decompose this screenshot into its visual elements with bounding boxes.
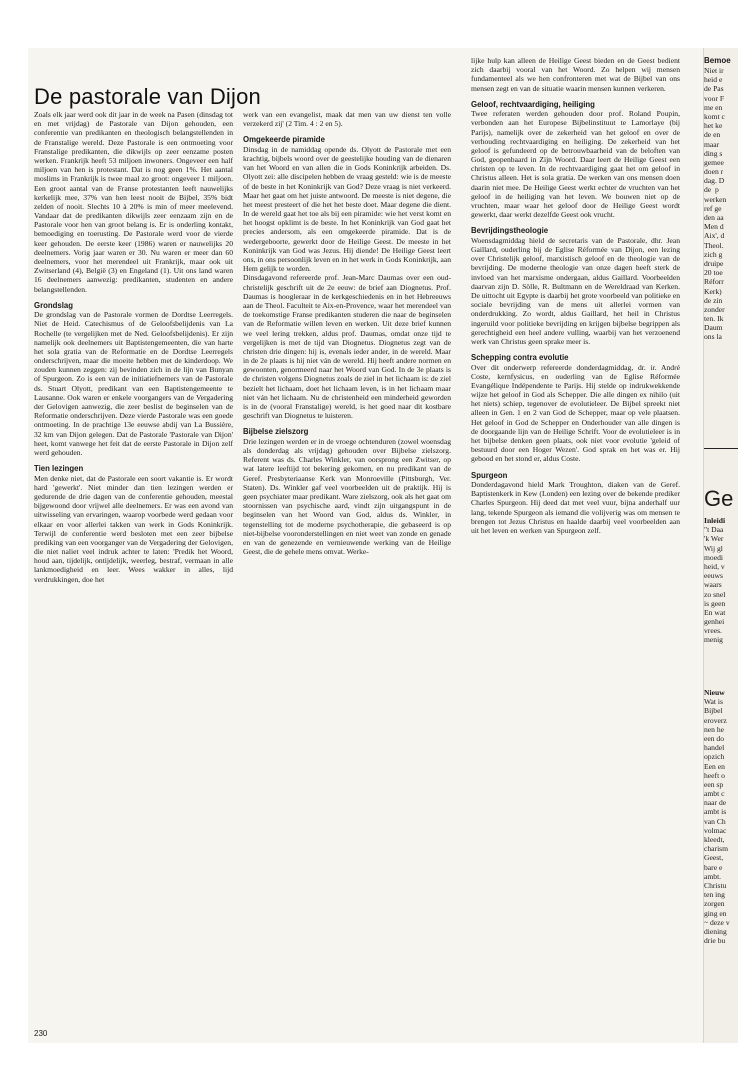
fragment-line: zo snel — [704, 589, 726, 599]
fragment-line: Theol. — [704, 240, 724, 250]
fragment-line: heid e — [704, 75, 723, 85]
fragment-line: ging en — [704, 908, 727, 918]
fragment-line: Wij gl — [704, 543, 723, 553]
article-column-2 — [243, 110, 451, 1016]
fragment-line: bare e — [704, 862, 723, 872]
fragment-line: Christu — [704, 880, 727, 890]
page-number: 230 — [34, 1029, 48, 1038]
fragment-line: de zin — [704, 295, 723, 305]
fragment-line: van Ch — [704, 816, 726, 826]
fragment-line: me en — [704, 102, 723, 112]
fragment-line: moedi — [704, 552, 723, 562]
fragment-line: kleedt, — [704, 835, 725, 844]
paragraph: Drie lezingen werden er in de vroege ochtenduren (zowel woensdag als donderdag als vrijdag) gehouden over Bijbelse zielszorg. Referent was ds. Charles Winkler, van oorsprong een Zwitser, op wat latere leeftijd tot bekering gekomen, en nu predikant van de Geref. Presbyteriaanse Kerk van Monroeville (Pittsburgh, Ver. Staten). Ds. Winkler gaf veel voorbeelden uit de praktijk. Hij is geen psychiater maar predikant. Ware zielszorg, ook als het gaat om stoornissen van psychische aard, vindt zijn uitgangspunt in de beginselen van het Woord van God, aldus ds. Winkler, in tegenstelling tot de moderne psychotherapie, die gebaseerd is op niet-bijbelse vooronderstellingen en niet weet van zonde en genade en van de genezende en vernieuwende werking van de Heilige Geest, die de gehele mens omvat. Werke- — [243, 436, 451, 557]
next-page-title: Ge — [704, 486, 734, 511]
fragment-line: een do — [704, 733, 725, 743]
fragment-line: den aa — [704, 213, 724, 222]
fragment-line: En wat — [704, 607, 726, 617]
section-heading: Bevrijdingstheologie — [471, 226, 549, 236]
fragment-line: ambt is — [704, 807, 727, 817]
fragment-line: Een en — [704, 761, 725, 771]
fragment-line: naar de — [704, 798, 727, 808]
paragraph: Twee referaten werden gehouden door prof. Roland Poupin, verbonden aan het Europese Bijbelinstituut te Lamorlaye (bij Parijs), namelijk over de zekerheid van het geloof en over de verhouding rechtvaardiging en heiliging. De zekerheid van het geloof is gefundeerd op de betrouwbaarheid van de beloften van God, geopenbaard in Zijn Woord. Daar leert de Heilige Geest een christen op te leven. In de rechtvaardiging gaat het om geloof in Christus alleen. Het is sola gratia. De werken van ons mensen doen daarin niet mee. De Heilige Geest werkt echter de vruchten van het geloof in de heiliging van het leven. We bouwen niet op de vruchten, maar waar het geloof door de Heilige Geest wordt gewerkt, daar werkt dezelfde Geest ook vrucht. — [471, 109, 680, 220]
fragment-line: nen he — [704, 724, 725, 734]
fragment-line: Kerk) — [704, 286, 722, 296]
fragment-line: waars — [704, 580, 722, 590]
fragment-line: handel — [704, 743, 725, 753]
next-page-text-top — [704, 66, 726, 342]
fragment-line: Réforr — [704, 277, 724, 287]
fragment-line: Men d — [704, 222, 724, 232]
fragment-line: druipe — [704, 258, 724, 268]
paragraph: werk van een evangelist, maak dat men van uw dienst ten volle verzekerd zij' (2 Tim. 4 : 2 en 5). — [243, 110, 451, 129]
fragment-line: 'k Wer — [704, 534, 724, 544]
fragment-line: heid, v — [704, 561, 725, 571]
section-heading: Tien lezingen — [34, 464, 84, 474]
article-column-1 — [34, 110, 233, 1016]
fragment-line: zich g — [704, 249, 723, 259]
section-heading: Geloof, rechtvaardiging, heiliging — [471, 99, 595, 109]
fragment-line: Inleidi — [704, 516, 726, 525]
fragment-line: ambt c — [704, 789, 725, 799]
fragment-line: ambt. — [704, 871, 722, 881]
paragraph: lijke hulp kan alleen de Heilige Geest bieden en de Geest bedient zich daarbij vooral van het Woord. Zo helpen wij mensen fundamenteel als we hen confronteren met wat de Bijbel van ons mensen zegt en van de situatie waarin mensen kunnen verkeren. — [471, 56, 680, 93]
fragment-line: Niet ir — [704, 66, 724, 75]
fragment-line: heeft o — [704, 770, 725, 780]
paragraph: Men denke niet, dat de Pastorale een soort vakantie is. Er wordt hard 'gewerkt'. Niet minder dan tien lezingen werden er gedurende de drie dagen van de conferentie gehouden, meestal bijgewoond door vrijwel alle deelnemers. Er was een avond van uitwisseling van ervaringen, waarop voorbede werd gedaan voor elkaar en voor allerlei takken van werk in Gods Koninkrijk. Terwijl de conferentie werd besloten met een zeer bijbelse prediking van een voorganger van de Vergadering der Gelovigen, die niet naliet veel indruk achter te laten: 'Predik het Woord, houd aan, tijdelijk, ontijdelijk, weerleg, bestraf, vermaan in alle lankmoedigheid en leer. Wees wakker in alles, lijd verdrukkingen, doe het — [34, 473, 233, 584]
section-heading: Bijbelse zielszorg — [243, 427, 309, 437]
next-page-heading: Bemoe — [704, 56, 731, 65]
paragraph: Over dit onderwerp refereerde donderdagmiddag, dr. ir. André Coste, kernfysicus, en ouderling van de Eglise Réformée Evangélique Indépendente te Parijs. Hij stelde op indrukwekkende wijze het geloof in God als Schepper. Die alle dingen ex nihilo (uit het niets) schiep, tegenover de evolutieleer. De Bijbel spreekt niet alleen in Gen. 1 en 2 van God de Schepper, maar op vele plaatsen. Het geloof in God de Schepper en Onderhouder van alle dingen is de doorgaande lijn van de Heilige Schrift. Voor de evolutieleer is in het bijbelse denken geen plaats, ook niet voor evolutie 'geleid of bestuurd door een Hoger Wezen'. God sprak en het was er. Hij gebood en het stond er, aldus Coste. — [471, 362, 680, 464]
fragment-line: ons la — [704, 332, 722, 342]
fragment-line: ref ge — [704, 203, 722, 213]
section-heading: Omgekeerde piramide — [243, 135, 325, 145]
fragment-line: zonder — [704, 304, 725, 314]
fragment-line: werken — [704, 194, 727, 204]
divider-rule — [704, 448, 738, 449]
paragraph: Zoals elk jaar werd ook dit jaar in de week na Pasen (dinsdag tot en met vrijdag) de Pastorale van Dijon gehouden, een conferentie van predikanten en theologisch belangstellenden in de Franstalige wereld. Deze Pastorale is een ontmoeting voor Franstalige predikanten, die dikwijls op zeer eenzame posten werken. Frankrijk heeft 53 miljoen inwoners. Ongeveer een half miljoen van hen is protestant. Dat is nog geen 1%. Het aantal moslims in Frankrijk is twee maal zo groot: ongeveer 1 miljoen. Een groot aantal van de Franse protestanten leeft nauwelijks kerkelijk mee, 37% van hen leest nooit de Bijbel, 35% bidt zelden of nooit. Slechts 10 à 20% is min of meer meelevend. Vandaar dat de predikanten dikwijls zeer eenzaam zijn en de Pastorale voor hen van groot belang is. Er is onderling kontakt, bemoediging en toerusting. De Pastorale werd voor de vierde keer gehouden. De eerste keer (1986) waren er nauwelijks 20 deelnemers. Vorig jaar waren er 30. Nu waren er meer dan 60 deelnemers, voor het merendeel uit Frankrijk, maar ook uit Zwitserland (4), België (3) en Engeland (1). Uit ons land waren 16 deelnemers aanwezig: predikanten, studenten en andere belangstellenden. — [34, 110, 233, 294]
paragraph: Dinsdagavond refereerde prof. Jean-Marc Daumas over een oud-christelijk geschrift uit de 2e eeuw: de brief aan Diognetus. Prof. Daumas is hoogleraar in de kerkgeschiedenis en in het Hebreeuws aan de Theol. Faculteit te Aix-en-Provence, waar het merendeel van de toekomstige Franse predikanten studeren die naar de beginselen van de Reformatie willen leven en werken. Uit deze brief kunnen we veel lering trekken, aldus prof. Daumas, omdat onze tijd te vergelijken is met de tijd van Diognetus. Diognetus zegt van de christen drie dingen: hij is, evenals ieder ander, in de wereld. Maar in de 2e plaats is hij niet ván de wereld. Hij heeft andere normen en gewoonten, genormeerd naar het Woord van God. In de 3e plaats is de christen volgens Diognetus zoals de ziel in het lichaam is: de ziel bezielt het lichaam, doet het lichaam leven, is in het lichaam maar niet ván het lichaam. Nu de christenheid een minderheid geworden is in de (vooral Franstalige) wereld, is het goed naar dit kostbare geschrift van Diognetus te luisteren. — [243, 273, 451, 421]
fragment-line: opzich — [704, 752, 725, 762]
next-page-text-bottom — [704, 688, 730, 945]
fragment-line: ~ deze v — [704, 917, 730, 927]
section-heading: Spurgeon — [471, 470, 508, 480]
fragment-line: gemee — [704, 157, 724, 167]
fragment-line: 20 toe — [704, 268, 723, 278]
fragment-line: vrees. — [704, 626, 724, 636]
fragment-line: het ke — [704, 121, 723, 131]
fragment-line: voor F — [704, 93, 725, 103]
next-page-text-middle — [704, 516, 725, 645]
fragment-line: Nieuw — [704, 688, 725, 697]
fragment-line: dag. D — [704, 176, 725, 186]
fragment-line: is geen — [704, 598, 726, 608]
section-heading: Grondslag — [34, 300, 73, 310]
fragment-line: Geest, — [704, 853, 726, 863]
article-column-3 — [471, 56, 680, 1016]
fragment-line: genhei — [704, 617, 725, 627]
fragment-line: de p — [704, 185, 719, 195]
fragment-line: zorgen — [704, 899, 725, 909]
paragraph: Woensdagmiddag hield de secretaris van de Pastorale, dhr. Jean Gaillard, ouderling bij de Eglise Réformée van Dijon, een lezing over Christelijk geloof, marxistisch geloof en de theologie van de bevrijding. De moderne theologie van onze dagen heeft sterk de invloed van het marxisme ondergaan, aldus Gaillard. Voorbeelden daarvan zijn D. Sölle, R. Bultmann en de Wereldraad van Kerken. De uittocht uit Egypte is daarbij het grote voorbeeld van politieke en sociale bevrijding van de mens uit allerlei vormen van onderdrukking. Zo wordt, aldus Gaillard, het heil in Christus ingeruild voor politieke bevrijding en krijgen bijbelse begrippen als gerechtigheid een heel andere vulling, waarbij van het verzoenend werk van Christus geen sprake meer is. — [471, 235, 680, 346]
fragment-line: Daum — [704, 323, 723, 333]
fragment-line: volmac — [704, 825, 727, 835]
fragment-line: ten ing — [704, 890, 725, 900]
fragment-line: de Pas — [704, 84, 724, 94]
fragment-line: eeuws — [704, 571, 723, 581]
fragment-line: ten. Ik — [704, 314, 724, 324]
fragment-line: de en — [704, 130, 721, 140]
section-heading: Schepping contra evolutie — [471, 353, 569, 363]
fragment-line: Wat is — [704, 697, 724, 707]
paragraph: Donderdagavond hield Mark Troughton, diaken van de Geref. Baptistenkerk in Kew (Londen) een lezing over de bekende prediker Charles Spurgeon. Hij deed dat met veel vuur, bijna anderhalf uur lang, tekende Spurgeon als iemand die volijverig was om mensen te brengen tot Jezus Christus en haalde daarbij veel voorbeelden aan uit het leven en werken van Spurgeon zelf. — [471, 480, 680, 535]
paragraph: De grondslag van de Pastorale vormen de Dordtse Leerregels. Niet de Heid. Catechismus of de Geloofsbelijdenis van La Rochelle (te vergelijken met de Ned. Geloofsbelijdenis). Er zijn namelijk ook deelnemers uit Baptistengemeenten, die van harte het sola gratia van de Reformatie en de Dordtse Leerregels onderschrijven, maar die moeite hebben met de kinderdoop. We zouden kunnen zeggen: zij bevinden zich in de lijn van Bunyan of Spurgeon. Zo is een van de initiatiefnemers van de Pastorale ds. Stuart Olyott, predikant van een Baptistengemeente te Lausanne. Ook waren er enkele voorgangers van de Vergadering der Gelovigen aanwezig, die zeer beslist de beginselen van de Reformatie onderschrijven. Deze vierde Pastorale was een goede ontmoeting. In de prachtige 13e eeuwse abdij van La Bussière, 32 km van Dijon gelegen. Dat de Pastorale 'Pastorale van Dijon' heet, komt vanwege het feit dat de eerste Pastorale in Dijon zelf werd gehouden. — [34, 310, 233, 457]
fragment-line: diening — [704, 926, 727, 936]
fragment-line: doen r — [704, 167, 724, 177]
fragment-line: Aix', d — [704, 231, 725, 241]
fragment-line: komt c — [704, 111, 725, 121]
article-title: De pastorale van Dijon — [34, 84, 261, 109]
fragment-line: charism — [704, 844, 729, 854]
fragment-line: ding s — [704, 148, 723, 158]
fragment-line: drie bu — [704, 936, 726, 946]
fragment-line: eroverz — [704, 715, 727, 725]
fragment-line: "t Daa — [704, 525, 724, 535]
fragment-line: een sp — [704, 779, 724, 789]
fragment-line: Bijbel — [704, 706, 723, 716]
fragment-line: menig — [704, 635, 723, 645]
fragment-line: maar — [704, 139, 720, 149]
paragraph: Dinsdag in de namiddag opende ds. Olyott de Pastorale met een krachtig, bijbels woord over de geestelijke houding van de dienaren van het Woord en van allen die in Gods Koninkrijk arbeiden. Ds. Olyott zei: alle discipelen hebben de vraag gesteld: wie is de meeste of de beste in het Koninkrijk van God? Deze vraag is niet verkeerd. Maar het gaat om het juiste antwoord. De meeste is niet degene, die het meest presteert of die het het beste doet. Maar degene die dient. In de wereld gaat het toe als bij een piramide: wie het verst komt en het hoogst opklimt is de beste. In het Koninkrijk van God gaat het precies andersom, als een omgekeerde piramide. Dat is de wedergeboorte, gewerkt door de Heilige Geest. De meeste in het Koninkrijk van God was Jezus. Hij diende! De Heilige Geest leert ons, in ons persoonlijk leven en in het werk in Gods Koninkrijk, aan Hem gelijk te worden. — [243, 144, 451, 274]
